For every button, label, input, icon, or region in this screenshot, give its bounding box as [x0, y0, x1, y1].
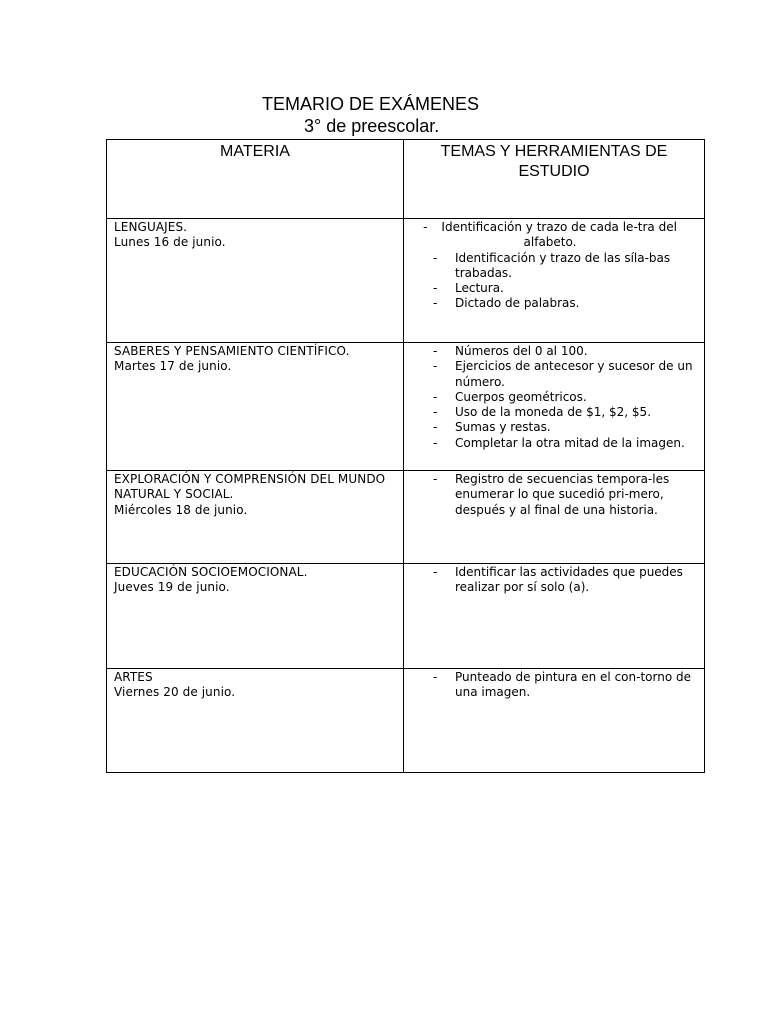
exam-topics-table	[106, 139, 705, 773]
table-row	[107, 471, 705, 564]
topic-item: - Punteado de pintura en el con-torno de una imagen.	[433, 670, 691, 700]
topic-item: - Completar la otra mitad de la imagen.	[433, 435, 685, 450]
exam-date: Martes 17 de junio.	[114, 359, 232, 374]
topic-item: - Lectura.	[433, 281, 504, 296]
exam-date: Jueves 19 de junio.	[114, 580, 230, 595]
topic-item: - Uso de la moneda de $1, $2, $5.	[433, 405, 652, 420]
title-line-1: TEMARIO DE EXÁMENES	[262, 94, 480, 114]
topics-cell	[404, 343, 705, 471]
topic-item: - Sumas y restas.	[433, 420, 551, 435]
topic-item: - Cuerpos geométricos.	[433, 389, 587, 404]
subject-name: SABERES Y PENSAMIENTO CIENTÍFICO.	[114, 344, 350, 358]
topic-item: - Números del 0 al 100.	[433, 344, 588, 358]
subject-name: LENGUAJES.	[114, 220, 188, 234]
title-line-2: 3° de preescolar.	[304, 116, 440, 136]
topics-cell	[404, 669, 705, 773]
header-temas: TEMAS Y HERRAMIENTAS DE ESTUDIO	[404, 140, 705, 219]
subject-cell	[107, 471, 404, 564]
topic-item: - Dictado de palabras.	[433, 296, 580, 311]
table-row	[107, 343, 705, 471]
subject-cell	[107, 669, 404, 773]
topics-cell	[404, 471, 705, 564]
topics-cell	[404, 219, 705, 343]
document-title	[262, 93, 522, 137]
topics-cell	[404, 564, 705, 669]
subject-name: EXPLORACIÓN Y COMPRENSIÓN DEL MUNDO NATURAL Y SOCIAL.	[114, 472, 386, 502]
exam-date: Miércoles 18 de junio.	[114, 502, 248, 517]
topic-item: - Identificación y trazo de cada le-tra del alfabeto.	[423, 220, 677, 250]
topic-item: - Identificar las actividades que puedes realizar por sí solo (a).	[433, 565, 683, 595]
topic-item: - Identificación y trazo de las síla-bas trabadas.	[433, 250, 671, 280]
table-row	[107, 669, 705, 773]
table-header-row	[107, 140, 705, 219]
exam-date: Lunes 16 de junio.	[114, 235, 226, 250]
subject-cell	[107, 343, 404, 471]
header-materia: MATERIA	[107, 140, 404, 219]
table-row	[107, 219, 705, 343]
subject-name: EDUCACIÓN SOCIOEMOCIONAL.	[114, 565, 308, 579]
table-row	[107, 564, 705, 669]
subject-name: ARTES	[114, 670, 153, 684]
topic-item: - Ejercicios de antecesor y sucesor de un número.	[433, 359, 693, 389]
topic-item: - Registro de secuencias tempora-les enumerar lo que sucedió pri-mero, después y al final de una historia.	[433, 472, 670, 517]
subject-cell	[107, 564, 404, 669]
subject-cell	[107, 219, 404, 343]
exam-date: Viernes 20 de junio.	[114, 685, 236, 700]
